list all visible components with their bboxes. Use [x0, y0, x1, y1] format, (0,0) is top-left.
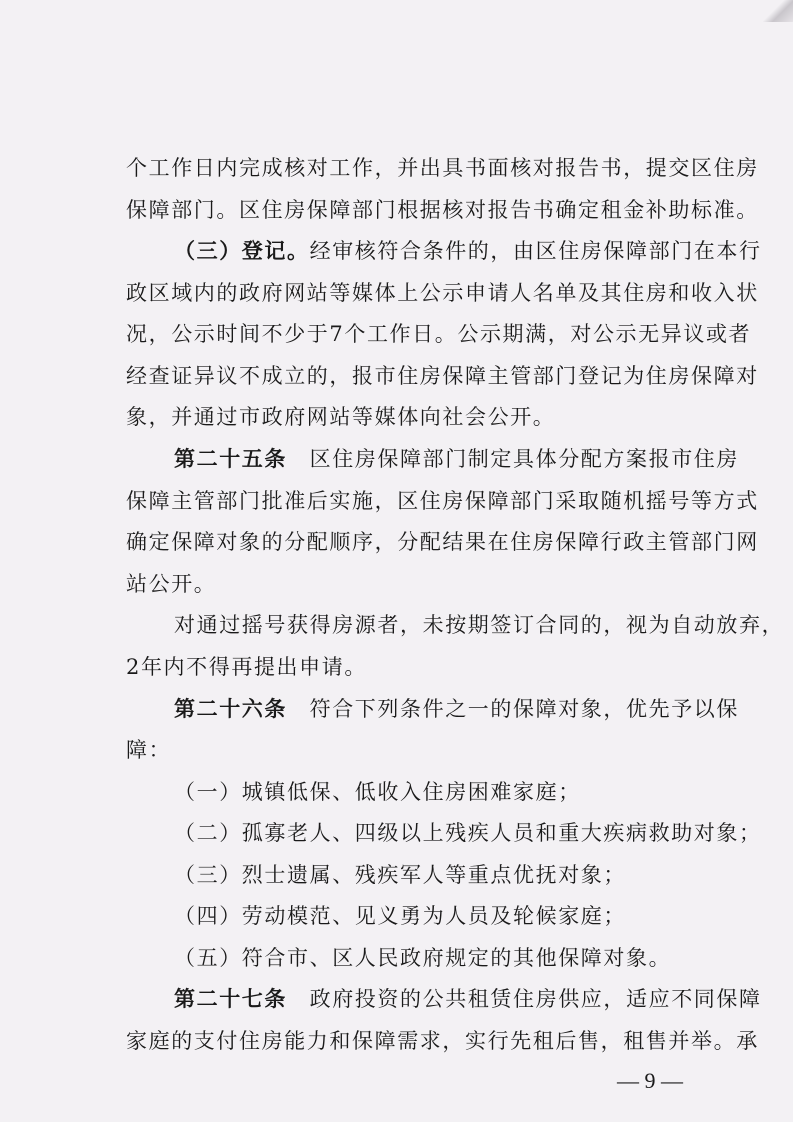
text-line — [174, 984, 762, 1014]
text-line: 象，并通过市政府网站等媒体向社会公开。 — [126, 405, 556, 429]
text-line: 个工作日内完成核对工作，并出具书面核对报告书，提交区住房 — [126, 156, 759, 180]
text-line — [174, 236, 762, 266]
article-heading: 第二十六条 — [174, 697, 287, 721]
text-line: 政区域内的政府网站等媒体上公示申请人名单及其住房和收入状 — [126, 281, 759, 305]
text-line: 保障主管部门批准后实施，区住房保障部门采取随机摇号等方式 — [126, 489, 759, 513]
text-line-body: 符合下列条件之一的保障对象，优先予以保 — [287, 697, 739, 721]
list-item: （五）符合市、区人民政府规定的其他保障对象。 — [174, 946, 672, 970]
article-heading: 第二十五条 — [174, 447, 287, 471]
section-heading: （三）登记。 — [174, 239, 310, 263]
text-line: 站公开。 — [126, 572, 217, 596]
text-line: 保障部门。区住房保障部门根据核对报告书确定租金补助标准。 — [126, 198, 759, 222]
text-line: 经查证异议不成立的，报市住房保障主管部门登记为住房保障对 — [126, 364, 759, 388]
text-line-body: 政府投资的公共租赁住房供应，适应不同保障 — [287, 987, 762, 1011]
page-number: — 9 — — [617, 1068, 683, 1093]
text-line: 况，公示时间不少于7个工作日。公示期满，对公示无异议或者 — [126, 322, 752, 346]
article-heading: 第二十七条 — [174, 987, 287, 1011]
text-line-body: 区住房保障部门制定具体分配方案报市住房 — [287, 447, 739, 471]
text-line — [174, 694, 739, 724]
scan-corner-shadow — [763, 0, 793, 22]
text-line: 对通过摇号获得房源者，未按期签订合同的，视为自动放弃， — [174, 613, 785, 637]
list-item: （一）城镇低保、低收入住房困难家庭； — [174, 780, 581, 804]
list-item: （二）孤寡老人、四级以上残疾人员和重大疾病救助对象； — [174, 821, 762, 845]
text-line: 障： — [126, 738, 172, 762]
text-line: 确定保障对象的分配顺序，分配结果在住房保障行政主管部门网 — [126, 530, 759, 554]
list-item: （三）烈士遗属、残疾军人等重点优抚对象； — [174, 863, 626, 887]
text-line: 2年内不得再提出申请。 — [126, 655, 367, 679]
text-line: 家庭的支付住房能力和保障需求，实行先租后售，租售并举。承 — [126, 1029, 759, 1053]
list-item: （四）劳动模范、见义勇为人员及轮候家庭； — [174, 904, 626, 928]
text-line-body: 经审核符合条件的，由区住房保障部门在本行 — [309, 239, 762, 263]
text-line — [174, 444, 739, 474]
